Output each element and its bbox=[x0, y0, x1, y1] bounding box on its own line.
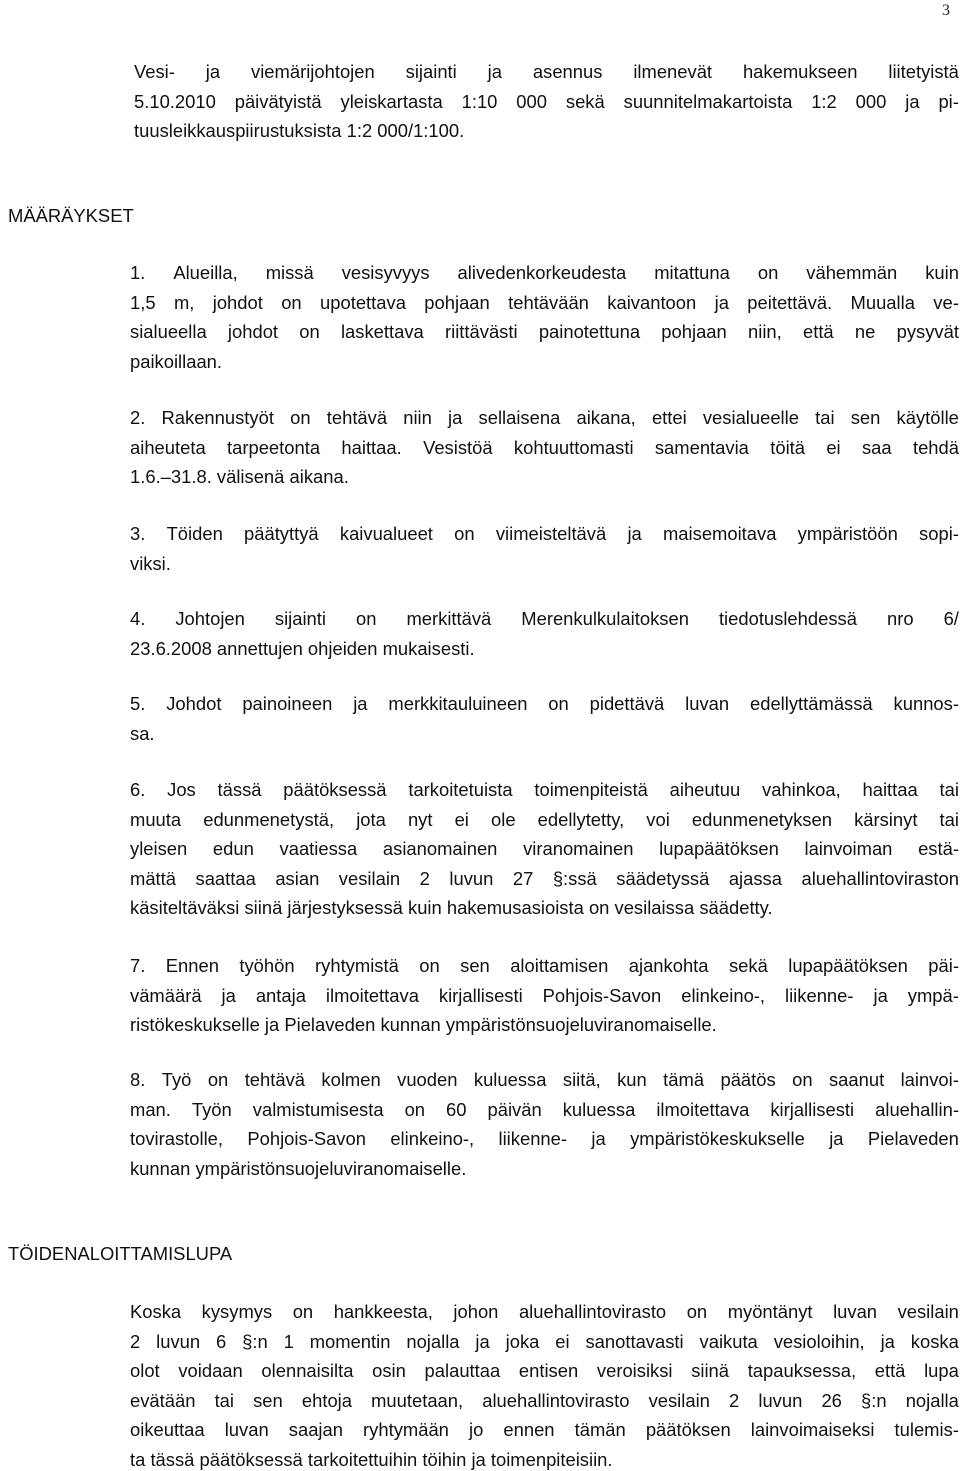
word: 5.10.2010 bbox=[134, 90, 216, 112]
word: ympäristökeskukselle bbox=[630, 1128, 805, 1149]
word: aluehallintovirasto bbox=[518, 1301, 667, 1322]
word: alivedenkorkeudesta bbox=[457, 262, 627, 283]
word: ja bbox=[221, 984, 236, 1006]
word: ilmoitettava bbox=[656, 1098, 750, 1120]
word: ehtoja bbox=[301, 1389, 352, 1411]
word: Koska bbox=[130, 1301, 182, 1322]
word: edellytetty, bbox=[537, 808, 625, 830]
condition-line: viksi. bbox=[130, 552, 171, 574]
word: liikenne- bbox=[785, 984, 854, 1006]
word: on bbox=[548, 693, 569, 714]
word: sen bbox=[850, 407, 881, 428]
word: haittaa bbox=[862, 779, 918, 800]
word: voidaan bbox=[178, 1360, 243, 1381]
word: ettei bbox=[651, 407, 687, 428]
word: aluehallin- bbox=[875, 1098, 959, 1120]
word: aiheutuu bbox=[669, 779, 741, 800]
word: jo bbox=[468, 1419, 484, 1440]
word: on bbox=[419, 955, 440, 976]
permit-line bbox=[130, 1390, 959, 1412]
word: ilmenevät bbox=[633, 61, 713, 82]
word: valmistumisesta bbox=[252, 1098, 384, 1120]
word: luvun bbox=[449, 867, 494, 889]
word: voi bbox=[646, 808, 670, 830]
word: lainvoimaiseksi bbox=[750, 1419, 875, 1440]
word: 6/ bbox=[943, 608, 959, 629]
word: Alueilla, bbox=[173, 262, 238, 283]
word: olennaisilta bbox=[261, 1360, 354, 1381]
condition-line bbox=[130, 985, 959, 1007]
word: ja bbox=[487, 61, 502, 82]
word: §:ssä bbox=[552, 867, 597, 889]
word: §:n bbox=[861, 1389, 887, 1411]
word: 2 bbox=[130, 1330, 141, 1352]
word: sekä bbox=[728, 955, 768, 976]
word: 26 bbox=[821, 1389, 842, 1411]
word: luvan bbox=[833, 1301, 878, 1322]
word: luvun bbox=[156, 1330, 201, 1352]
word: 8. bbox=[130, 1069, 146, 1090]
word: kirjallisesti bbox=[770, 1098, 855, 1120]
word: kaivantoon bbox=[607, 291, 697, 313]
word: Muualla bbox=[850, 291, 915, 313]
word: ajassa bbox=[728, 867, 782, 889]
word: vesilain bbox=[897, 1301, 959, 1322]
word: tarpeetonta bbox=[227, 436, 321, 458]
word: siinä bbox=[691, 1360, 730, 1381]
word: haittaa. bbox=[341, 436, 402, 458]
word: aloittamisen bbox=[510, 955, 609, 976]
word: nojalla bbox=[905, 1389, 959, 1411]
condition-line bbox=[130, 407, 959, 429]
word: tehdä bbox=[912, 436, 959, 458]
condition-line bbox=[130, 693, 959, 715]
word: 000 bbox=[516, 90, 547, 112]
condition-line bbox=[130, 437, 959, 459]
word: tovirastolle, bbox=[130, 1128, 224, 1149]
word: kun bbox=[617, 1069, 647, 1090]
condition-line bbox=[130, 779, 959, 801]
word: ja bbox=[880, 1330, 895, 1352]
word: niin, bbox=[748, 321, 782, 342]
word: siitä, bbox=[562, 1069, 601, 1090]
page-number: 3 bbox=[942, 2, 950, 19]
word: 4. bbox=[130, 608, 146, 629]
word: ajankohta bbox=[628, 955, 709, 976]
word: ja bbox=[591, 1128, 606, 1149]
word: entisen bbox=[518, 1360, 579, 1381]
word: hakemukseen bbox=[742, 61, 858, 82]
word: ole bbox=[491, 808, 516, 830]
word: Pohjois-Savon bbox=[247, 1128, 366, 1149]
condition-line: sa. bbox=[130, 722, 155, 744]
word: ja bbox=[905, 90, 920, 112]
word: vaikuta bbox=[699, 1330, 758, 1352]
word: päivän bbox=[487, 1098, 542, 1120]
word: 2 bbox=[729, 1389, 740, 1411]
word: peitettävä. bbox=[747, 291, 833, 313]
word: momentin bbox=[309, 1330, 391, 1352]
condition-line bbox=[130, 868, 959, 890]
word: toimenpiteistä bbox=[534, 779, 648, 800]
permit-line: ta tässä päätöksessä tarkoitettuihin töihin ja toimenpiteisiin. bbox=[130, 1448, 613, 1470]
condition-line bbox=[130, 1069, 959, 1091]
section-heading-maaraykset: MÄÄRÄYKSET bbox=[8, 205, 134, 226]
word: saattaa bbox=[195, 867, 256, 889]
word: on bbox=[355, 608, 377, 629]
word: on bbox=[299, 321, 320, 342]
word: tai bbox=[815, 407, 835, 428]
word: kohtuuttomasti bbox=[513, 436, 634, 458]
word: edunmenetystä, bbox=[203, 808, 335, 830]
condition-line: kunnan ympäristönsuojeluviranomaiselle. bbox=[130, 1157, 467, 1179]
condition-line bbox=[130, 1099, 959, 1121]
word: aiheuteta bbox=[130, 436, 206, 458]
word: aikana, bbox=[576, 407, 636, 428]
word: vesilain bbox=[648, 1389, 710, 1411]
word: 2 bbox=[419, 867, 430, 889]
word: joka bbox=[505, 1330, 540, 1352]
condition-line: käsiteltäväksi siinä järjestyksessä kuin hakemusasioista on vesilaissa säädetty. bbox=[130, 897, 773, 918]
word: palauttaa bbox=[424, 1360, 501, 1381]
word: 27 bbox=[512, 867, 534, 889]
word: vesialueelle bbox=[702, 407, 799, 428]
word: edun bbox=[212, 838, 254, 859]
word: tehtävään bbox=[508, 291, 589, 313]
word: sialueella bbox=[130, 321, 207, 342]
word: asianomainen bbox=[382, 838, 498, 859]
word: ryhtymään bbox=[363, 1419, 449, 1440]
condition-line bbox=[130, 321, 959, 343]
word: hankkeesta, bbox=[333, 1301, 433, 1322]
word: suunnitelmakartoista bbox=[623, 90, 793, 112]
word: 1,5 bbox=[130, 291, 156, 313]
word: estä- bbox=[918, 838, 959, 859]
word: vahinkoa, bbox=[762, 779, 841, 800]
word: ja bbox=[829, 1128, 844, 1149]
word: johon bbox=[453, 1301, 499, 1322]
word: ympä- bbox=[907, 984, 959, 1006]
word: 1 bbox=[283, 1330, 294, 1352]
word: tehtävä bbox=[244, 1069, 306, 1090]
word: pi- bbox=[938, 90, 959, 112]
word: liikenne- bbox=[498, 1128, 568, 1149]
word: tai bbox=[214, 1389, 234, 1411]
word: saa bbox=[861, 436, 892, 458]
word: on bbox=[281, 291, 302, 313]
word: tehtävä bbox=[326, 407, 388, 428]
word: muuta bbox=[130, 808, 182, 830]
word: ja bbox=[714, 291, 729, 313]
word: ne bbox=[854, 321, 876, 342]
condition-line bbox=[130, 838, 959, 860]
word: niin bbox=[403, 407, 432, 428]
word: päi- bbox=[928, 955, 959, 976]
word: yleiskartasta bbox=[340, 90, 443, 112]
word: on bbox=[292, 1301, 314, 1322]
word: m, bbox=[173, 291, 195, 313]
word: ympäristöön bbox=[797, 523, 898, 544]
word: tapauksessa, bbox=[747, 1360, 857, 1381]
word: johdot bbox=[227, 321, 279, 342]
word: Ennen bbox=[165, 955, 219, 976]
word: mättä bbox=[130, 867, 176, 889]
condition-line bbox=[130, 292, 959, 314]
word: 6 bbox=[215, 1330, 227, 1352]
word: laskettava bbox=[340, 321, 424, 342]
word: upotettava bbox=[320, 291, 406, 313]
word: nojalla bbox=[406, 1330, 460, 1352]
word: luvun bbox=[758, 1389, 803, 1411]
word: kärsinyt bbox=[854, 808, 918, 830]
word: yleisen bbox=[130, 838, 188, 859]
word: päätös bbox=[720, 1069, 776, 1090]
word: edunmenetyksen bbox=[691, 808, 832, 830]
word: maisemoitava bbox=[662, 523, 777, 544]
word: Töiden bbox=[166, 523, 223, 544]
word: 1. bbox=[130, 262, 146, 283]
word: muutetaan, bbox=[371, 1389, 464, 1411]
condition-line bbox=[130, 1128, 959, 1150]
word: 1:10 bbox=[461, 90, 498, 112]
word: aluehallintovirasto bbox=[482, 1389, 630, 1411]
permit-line bbox=[130, 1419, 959, 1441]
word: Johdot bbox=[166, 693, 222, 714]
word: Jos bbox=[167, 779, 196, 800]
word: nyt bbox=[407, 808, 433, 830]
word: ei bbox=[454, 808, 469, 830]
word: vaatiessa bbox=[279, 838, 358, 859]
word: Työn bbox=[191, 1098, 232, 1120]
word: että bbox=[874, 1360, 906, 1381]
word: ilmoitettava bbox=[325, 984, 419, 1006]
word: jota bbox=[356, 808, 386, 830]
word: Pohjois-Savon bbox=[542, 984, 662, 1006]
word: sopi- bbox=[919, 523, 959, 544]
word: kolmen bbox=[321, 1069, 381, 1090]
word: ja bbox=[873, 984, 888, 1006]
word: edellyttämässä bbox=[750, 693, 873, 714]
word: painotettuna bbox=[538, 321, 641, 342]
word: viimeisteltävä bbox=[495, 523, 607, 544]
word: luvan bbox=[224, 1419, 269, 1440]
word: elinkeino-, bbox=[681, 984, 766, 1006]
word: päätyttyä bbox=[244, 523, 319, 544]
word: Työ bbox=[161, 1069, 192, 1090]
word: lupapäätöksen bbox=[659, 838, 779, 859]
word: antaja bbox=[255, 984, 306, 1006]
word: ja bbox=[448, 407, 463, 428]
word: lainvoi- bbox=[900, 1069, 959, 1090]
word: kaivualueet bbox=[339, 523, 433, 544]
word: käytölle bbox=[896, 407, 959, 428]
word: säädetyssä bbox=[616, 867, 710, 889]
word: kuluessa bbox=[562, 1098, 636, 1120]
word: 5. bbox=[130, 693, 146, 714]
word: sijainti bbox=[274, 608, 326, 629]
intro-line bbox=[134, 91, 959, 113]
word: saajan bbox=[288, 1419, 343, 1440]
condition-line bbox=[130, 262, 959, 284]
word: Pielaveden bbox=[867, 1128, 959, 1149]
word: tarkoitetuista bbox=[408, 779, 513, 800]
word: 7. bbox=[130, 955, 146, 976]
word: asian bbox=[275, 867, 320, 889]
word: luvan bbox=[685, 693, 730, 714]
word: lainvoiman bbox=[804, 838, 893, 859]
word: tulemis- bbox=[894, 1419, 959, 1440]
word: ve- bbox=[933, 291, 959, 313]
word: merkkitauluineen bbox=[388, 693, 528, 714]
word: sanottavasti bbox=[585, 1330, 684, 1352]
intro-line: tuusleikkauspiirustuksista 1:2 000/1:100. bbox=[134, 120, 465, 141]
word: elinkeino-, bbox=[390, 1128, 475, 1149]
word: missä bbox=[265, 262, 314, 283]
word: aluehallintoviraston bbox=[801, 867, 959, 889]
word: tiedotuslehdessä bbox=[718, 608, 857, 629]
word: on bbox=[207, 1069, 229, 1090]
word: on bbox=[454, 523, 475, 544]
word: koska bbox=[910, 1330, 959, 1352]
word: töitä bbox=[770, 436, 805, 458]
word: vähemmän bbox=[806, 262, 898, 283]
word: lupapäätöksen bbox=[788, 955, 908, 976]
word: sen bbox=[253, 1389, 283, 1411]
word: päivätyistä bbox=[234, 90, 322, 112]
condition-line bbox=[130, 809, 959, 831]
word: ennen bbox=[503, 1419, 555, 1440]
word: vämäärä bbox=[130, 984, 202, 1006]
word: ja bbox=[205, 61, 221, 82]
permit-line bbox=[130, 1331, 959, 1353]
condition-line: ristökeskukselle ja Pielaveden kunnan ympäristönsuojeluviranomaiselle. bbox=[130, 1014, 717, 1035]
word: saanut bbox=[828, 1069, 885, 1090]
word: ja bbox=[475, 1330, 490, 1352]
word: pohjaan bbox=[661, 321, 727, 342]
word: myöntänyt bbox=[727, 1301, 813, 1322]
word: sekä bbox=[565, 90, 605, 112]
word: 6. bbox=[130, 779, 146, 800]
permit-line bbox=[130, 1301, 959, 1323]
word: on bbox=[792, 1069, 813, 1090]
word: veroisiksi bbox=[596, 1360, 673, 1381]
word: ei bbox=[826, 436, 841, 458]
word: sellaisena bbox=[478, 407, 561, 428]
word: merkittävä bbox=[406, 608, 492, 629]
word: nro bbox=[886, 608, 914, 629]
word: viemärijohtojen bbox=[251, 61, 375, 82]
word: viranomainen bbox=[523, 838, 634, 859]
word: sijainti bbox=[405, 61, 457, 82]
word: vesisyvyys bbox=[341, 262, 430, 283]
word: vuoden bbox=[397, 1069, 458, 1090]
word: man. bbox=[130, 1098, 171, 1120]
word: Vesi- bbox=[134, 61, 175, 82]
word: että bbox=[802, 321, 834, 342]
word: painoineen bbox=[242, 693, 333, 714]
word: Vesistöä bbox=[423, 436, 493, 458]
word: pysyvät bbox=[896, 321, 959, 342]
word: kuluessa bbox=[473, 1069, 547, 1090]
word: liitetyistä bbox=[888, 61, 959, 82]
word: tai bbox=[939, 779, 959, 800]
word: Rakennustyöt bbox=[161, 407, 274, 428]
word: 60 bbox=[446, 1098, 467, 1120]
word: on bbox=[290, 407, 311, 428]
word: ryhtymistä bbox=[315, 955, 399, 976]
section-heading-toidenaloittamislupa: TÖIDENALOITTAMISLUPA bbox=[8, 1243, 233, 1264]
word: vesilain bbox=[338, 867, 401, 889]
word: §:n bbox=[242, 1330, 268, 1352]
word: 2. bbox=[130, 407, 146, 428]
word: tässä bbox=[217, 779, 262, 800]
word: tämän bbox=[574, 1419, 626, 1440]
word: kuin bbox=[925, 262, 959, 283]
word: on bbox=[404, 1098, 426, 1120]
word: päätöksessä bbox=[283, 779, 387, 800]
condition-line: paikoillaan. bbox=[130, 350, 223, 372]
word: 1:2 bbox=[811, 90, 837, 112]
word: kirjallisesti bbox=[438, 984, 523, 1006]
condition-line bbox=[130, 523, 959, 545]
word: tai bbox=[939, 808, 959, 830]
word: oikeuttaa bbox=[130, 1419, 205, 1440]
word: ja bbox=[627, 523, 642, 544]
condition-line: 23.6.2008 annettujen ohjeiden mukaisesti. bbox=[130, 637, 475, 659]
word: Merenkulkulaitoksen bbox=[521, 608, 689, 629]
word: päätöksen bbox=[645, 1419, 731, 1440]
word: osin bbox=[372, 1360, 406, 1381]
word: ei bbox=[555, 1330, 570, 1352]
word: ja bbox=[353, 693, 368, 714]
word: mitattuna bbox=[654, 262, 730, 283]
word: sen bbox=[460, 955, 490, 976]
word: 000 bbox=[855, 90, 887, 112]
word: pohjaan bbox=[424, 291, 490, 313]
intro-line bbox=[134, 61, 959, 83]
word: evätään bbox=[130, 1389, 196, 1411]
word: olot bbox=[130, 1360, 160, 1381]
word: johdot bbox=[212, 291, 263, 313]
word: riittävästi bbox=[445, 321, 518, 342]
word: samentavia bbox=[654, 436, 749, 458]
word: tämä bbox=[663, 1069, 705, 1090]
condition-line: 1.6.–31.8. välisenä aikana. bbox=[130, 466, 349, 487]
word: lupa bbox=[924, 1360, 959, 1381]
condition-line bbox=[130, 955, 959, 977]
word: Johtojen bbox=[175, 608, 245, 629]
word: asennus bbox=[532, 61, 603, 82]
word: kunnos- bbox=[893, 693, 959, 714]
word: on bbox=[757, 262, 779, 283]
permit-line bbox=[130, 1360, 959, 1382]
word: työhön bbox=[239, 955, 295, 976]
word: vesioloihin, bbox=[773, 1330, 865, 1352]
word: on bbox=[686, 1301, 708, 1322]
word: kysymys bbox=[201, 1301, 273, 1322]
word: pidettävä bbox=[589, 693, 665, 714]
word: 3. bbox=[130, 523, 146, 544]
condition-line bbox=[130, 608, 959, 630]
